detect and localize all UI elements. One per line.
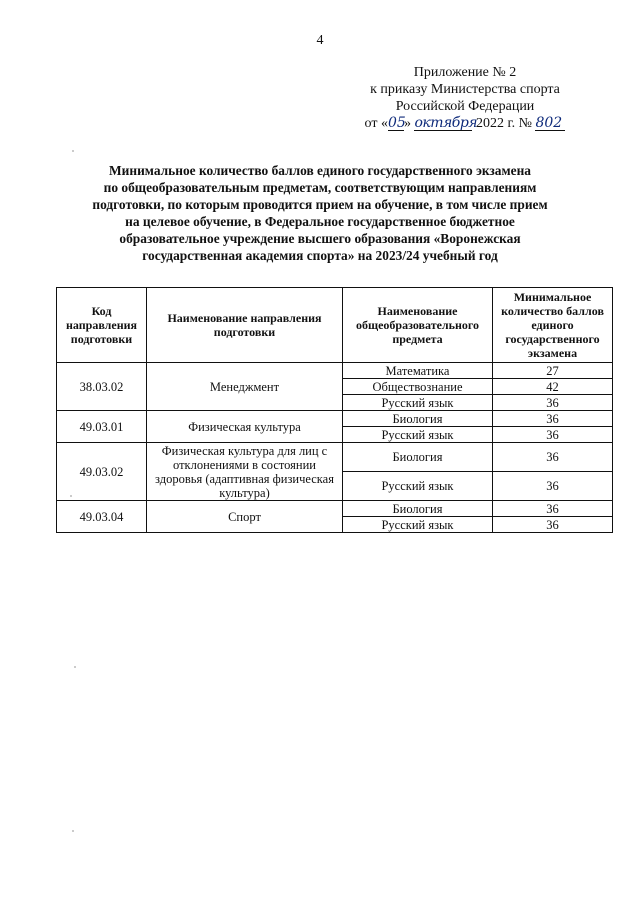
cell-code: 49.03.04 (57, 501, 147, 533)
cell-direction: Физическая культура (147, 411, 343, 443)
appendix-order-ref: к приказу Министерства спорта (370, 82, 560, 97)
cell-score: 36 (493, 443, 613, 472)
handwritten-month: октября (414, 115, 478, 131)
cell-score: 36 (493, 395, 613, 411)
table-row (57, 443, 613, 472)
cell-direction: Физическая культура для лиц с отклонениями в состоянии здоровья (адаптивная физическая культура) (147, 443, 343, 501)
appendix-ministry: Российской Федерации (395, 99, 535, 114)
title-line: подготовки, по которым проводится прием на обучение, в том числе прием (92, 197, 548, 212)
cell-subject: Математика (343, 363, 493, 379)
cell-code: 49.03.01 (57, 411, 147, 443)
cell-score: 27 (493, 363, 613, 379)
cell-subject: Русский язык (343, 472, 493, 501)
scan-speck (70, 495, 72, 497)
scores-table (56, 287, 613, 533)
appendix-header (340, 64, 590, 132)
cell-score: 36 (493, 411, 613, 427)
title-line: по общеобразовательным предметам, соответствующим направлениям (103, 180, 537, 195)
handwritten-order-number: 802 (535, 117, 565, 131)
cell-subject: Биология (343, 411, 493, 427)
cell-score: 36 (493, 517, 613, 533)
cell-subject: Биология (343, 443, 493, 472)
table-row (57, 411, 613, 427)
scan-speck (72, 150, 74, 152)
date-prefix: от « (364, 116, 388, 131)
page-number: 4 (316, 33, 324, 48)
cell-score: 36 (493, 472, 613, 501)
table-row (57, 501, 613, 517)
cell-subject: Биология (343, 501, 493, 517)
document-title (40, 162, 600, 264)
header-direction: Наименование направления подготовки (147, 288, 343, 363)
header-code: Код направления подготовки (57, 288, 147, 363)
cell-code: 38.03.02 (57, 363, 147, 411)
scan-speck (74, 666, 76, 668)
title-line: на целевое обучение, в Федеральное государственное бюджетное (125, 214, 515, 229)
cell-score: 42 (493, 379, 613, 395)
header-subject: Наименование общеобразовательного предмета (343, 288, 493, 363)
scan-speck (72, 830, 74, 832)
title-line: государственная академия спорта» на 2023/24 учебный год (142, 248, 498, 263)
cell-direction: Спорт (147, 501, 343, 533)
table-row (57, 363, 613, 379)
cell-subject: Русский язык (343, 517, 493, 533)
date-mid: » (403, 116, 411, 131)
cell-subject: Обществознание (343, 379, 493, 395)
appendix-title: Приложение № 2 (413, 65, 517, 80)
title-line: образовательное учреждение высшего образования «Воронежская (119, 231, 521, 246)
handwritten-day: 05 (387, 115, 406, 131)
header-min-score: Минимальное количество баллов единого государственного экзамена (493, 288, 613, 363)
cell-code: 49.03.02 (57, 443, 147, 501)
cell-subject: Русский язык (343, 427, 493, 443)
cell-subject: Русский язык (343, 395, 493, 411)
cell-direction: Менеджмент (147, 363, 343, 411)
date-year: 2022 г. № (475, 116, 532, 131)
appendix-date-line (340, 115, 590, 132)
title-line: Минимальное количество баллов единого государственного экзамена (109, 163, 531, 178)
cell-score: 36 (493, 427, 613, 443)
cell-score: 36 (493, 501, 613, 517)
